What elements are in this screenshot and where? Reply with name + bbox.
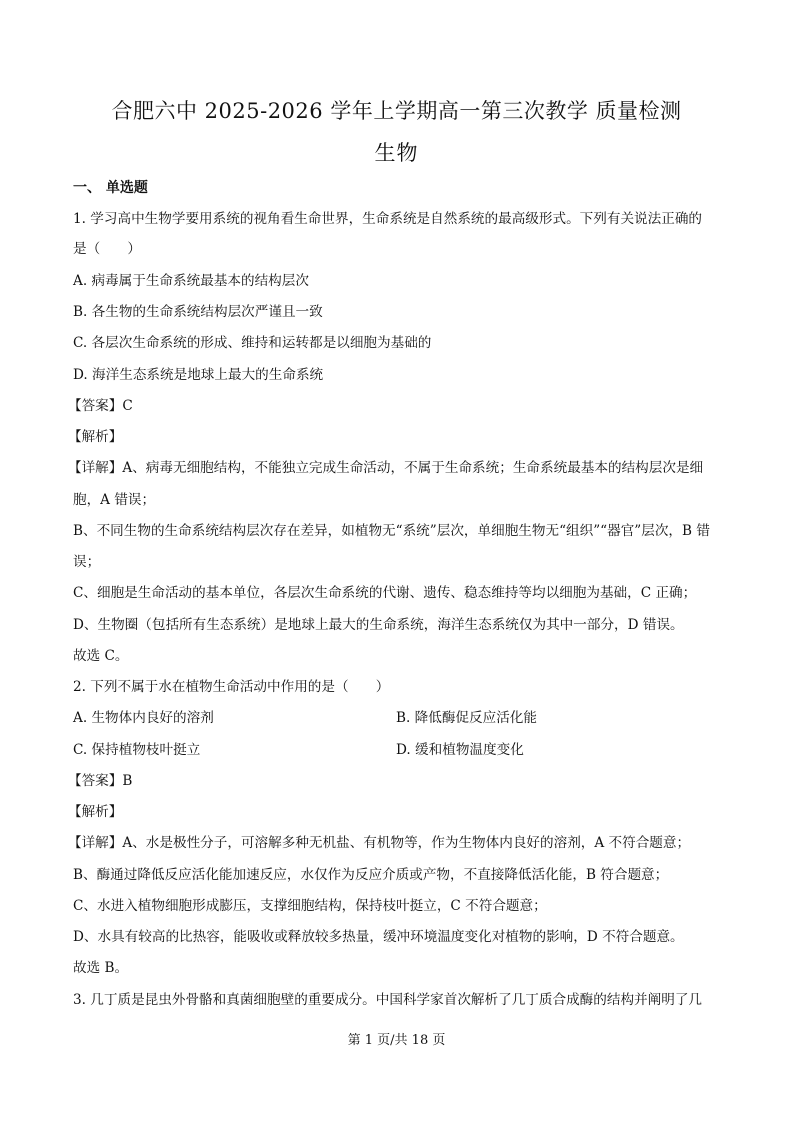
q1-stem-line2: 是（ ） bbox=[73, 241, 141, 257]
q1-detail-line3: B、不同生物的生命系统结构层次存在差异，如植物无“系统”层次，单细胞生物无“组织”“器官”层次，B 错 bbox=[73, 523, 710, 539]
q2-detail-line4: D、水具有较高的比热容，能吸收或释放较多热量，缓冲环境温度变化对植物的影响，D 不符合题意。 bbox=[73, 929, 684, 945]
q1-detail-line1: 【详解】A、病毒无细胞结构，不能独立完成生命活动，不属于生命系统；生命系统最基本的结构层次是细 bbox=[68, 460, 704, 476]
q2-option-d: D. 缓和植物温度变化 bbox=[396, 742, 524, 758]
q2-detail-line3: C、水进入植物细胞形成膨压，支撑细胞结构，保持枝叶挺立，C 不符合题意； bbox=[73, 898, 547, 914]
q2-stem: 2. 下列不属于水在植物生命活动中作用的是（ ） bbox=[73, 679, 390, 695]
q1-option-c: C. 各层次生命系统的形成、维持和运转都是以细胞为基础的 bbox=[73, 335, 432, 351]
page-footer: 第 1 页/共 18 页 bbox=[347, 1033, 446, 1048]
q1-detail-line5: C、细胞是生命活动的基本单位，各层次生命系统的代谢、遗传、稳态维持等均以细胞为基础，C 正确； bbox=[73, 585, 697, 601]
exam-title: 合肥六中 2025-2026 学年上学期高一第三次教学 质量检测 bbox=[111, 99, 682, 123]
q1-analysis-label: 【解析】 bbox=[68, 429, 123, 445]
q1-detail-line2: 胞，A 错误； bbox=[73, 492, 156, 508]
q2-analysis-label: 【解析】 bbox=[68, 804, 123, 820]
q2-conclusion: 故选 B。 bbox=[73, 960, 129, 976]
q2-detail-line2: B、酶通过降低反应活化能加速反应，水仅作为反应介质或产物，不直接降低活化能，B 符合题意； bbox=[73, 867, 669, 883]
q2-answer: 【答案】B bbox=[68, 773, 133, 789]
q1-option-d: D. 海洋生态系统是地球上最大的生命系统 bbox=[73, 367, 324, 383]
q3-stem-line1: 3. 几丁质是昆虫外骨骼和真菌细胞壁的重要成分。中国科学家首次解析了几丁质合成酶的结构并阐明了几 bbox=[73, 992, 703, 1008]
exam-subject: 生物 bbox=[374, 141, 419, 165]
q1-stem-line1: 1. 学习高中生物学要用系统的视角看生命世界，生命系统是自然系统的最高级形式。下列有关说法正确的 bbox=[73, 211, 703, 227]
q1-detail-line4: 误； bbox=[73, 554, 101, 570]
q1-answer: 【答案】C bbox=[68, 398, 133, 414]
q1-option-b: B. 各生物的生命系统结构层次严谨且一致 bbox=[73, 304, 323, 320]
q2-option-b: B. 降低酶促反应活化能 bbox=[396, 710, 537, 726]
section-heading: 一、 单选题 bbox=[73, 180, 148, 196]
q2-option-c: C. 保持植物枝叶挺立 bbox=[73, 742, 201, 758]
q1-conclusion: 故选 C。 bbox=[73, 648, 129, 664]
q2-detail-line1: 【详解】A、水是极性分子，可溶解多种无机盐、有机物等，作为生物体内良好的溶剂，A 不符合题意； bbox=[68, 835, 691, 851]
q1-detail-line6: D、生物圈（包括所有生态系统）是地球上最大的生命系统，海洋生态系统仅为其中一部分，D 错误。 bbox=[73, 617, 684, 633]
q2-option-a: A. 生物体内良好的溶剂 bbox=[73, 710, 214, 726]
q1-option-a: A. 病毒属于生命系统最基本的结构层次 bbox=[73, 273, 309, 289]
